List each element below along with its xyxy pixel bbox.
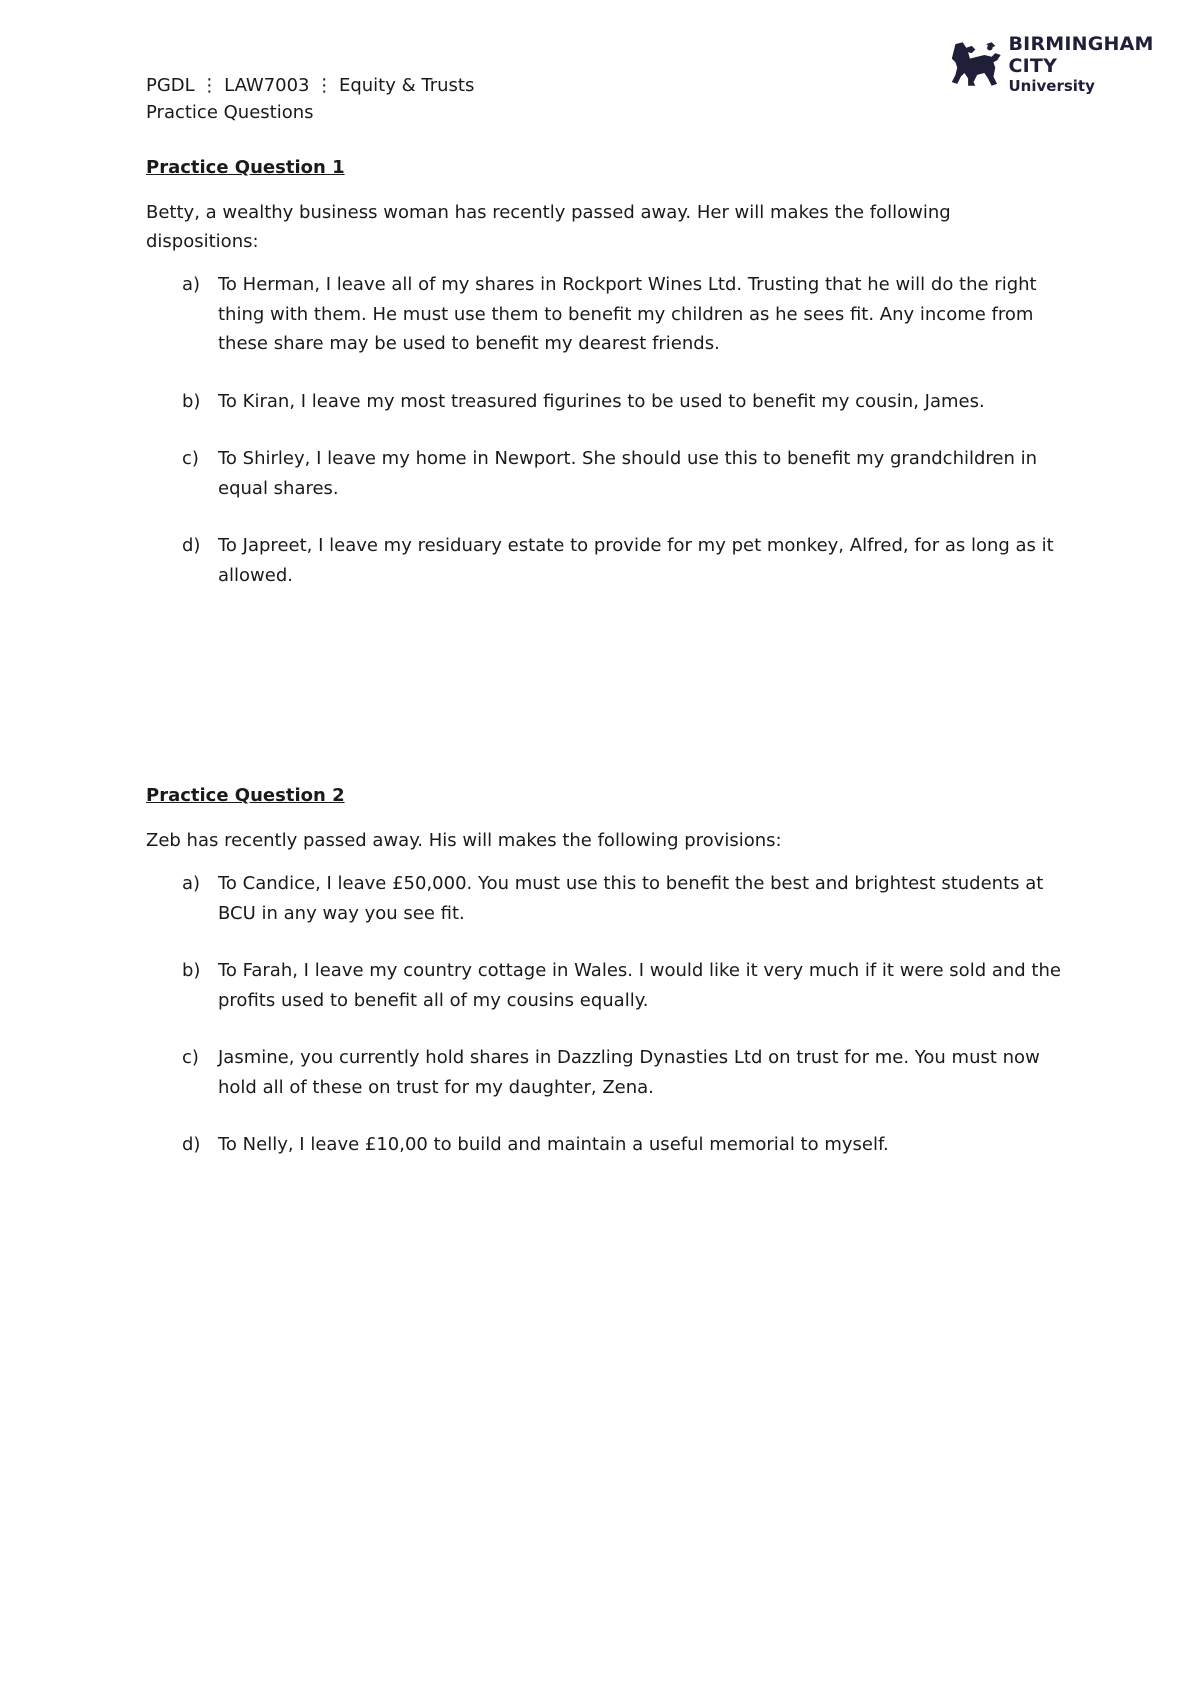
list-marker: c) (182, 448, 199, 469)
practice-question-1 (146, 156, 1066, 618)
list-marker: c) (182, 1047, 199, 1068)
list-marker: d) (182, 535, 201, 556)
list-item-text: To Shirley, I leave my home in Newport. She should use this to benefit my grandchildren in equal shares. (218, 448, 1038, 499)
list-marker: b) (182, 390, 201, 412)
list-item (146, 444, 1066, 503)
question-title: Practice Question 1 (146, 157, 345, 178)
logo-wordmark (1009, 33, 1191, 95)
disposition-list (146, 270, 1066, 590)
provision-list (146, 869, 1066, 1160)
lion-crest-icon (950, 38, 1003, 90)
list-item (146, 869, 1066, 928)
list-item (146, 531, 1066, 590)
document-subtitle: Practice Questions (146, 102, 314, 123)
list-item-text: To Nelly, I leave £10,00 to build and maintain a useful memorial to myself. (218, 1134, 889, 1155)
question-intro: Betty, a wealthy business woman has recently passed away. Her will makes the following dispositions: (146, 202, 951, 252)
list-item (146, 270, 1066, 359)
logo-subname: University (1008, 77, 1095, 95)
list-item (146, 956, 1066, 1015)
question-title: Practice Question 2 (146, 785, 345, 806)
list-item-text: To Japreet, I leave my residuary estate to provide for my pet monkey, Alfred, for as long as it allowed. (218, 535, 1054, 586)
list-item-text: Jasmine, you currently hold shares in Dazzling Dynasties Ltd on trust for me. You must now hold all of these on trust for my daughter, Zena. (218, 1047, 1040, 1098)
list-item-text: To Farah, I leave my country cottage in Wales. I would like it very much if it were sold and the profits used to benefit all of my cousins equally. (218, 960, 1061, 1011)
list-item (146, 387, 1066, 417)
list-marker: b) (182, 960, 201, 981)
logo-name: BIRMINGHAM CITY (1008, 33, 1154, 77)
list-item-text: To Herman, I leave all of my shares in Rockport Wines Ltd. Trusting that he will do the right thing with them. He must use them to benefit my children as he sees fit. Any income from these share may be used to benefit my dearest friends. (218, 274, 1037, 354)
list-marker: a) (182, 274, 201, 295)
list-item-text: To Candice, I leave £50,000. You must use this to benefit the best and brightest students at BCU in any way you see fit. (218, 873, 1044, 924)
list-marker: a) (182, 873, 201, 894)
list-item-text: To Kiran, I leave my most treasured figurines to be used to benefit my cousin, James. (218, 390, 985, 412)
list-marker: d) (182, 1134, 201, 1155)
practice-question-2 (146, 784, 1066, 1188)
course-code-line: PGDL ⋮ LAW7003 ⋮ Equity & Trusts (146, 75, 475, 96)
document-header (146, 72, 474, 126)
question-intro: Zeb has recently passed away. His will makes the following provisions: (146, 830, 782, 851)
list-item (146, 1043, 1066, 1102)
list-item (146, 1130, 1066, 1160)
university-logo (950, 33, 1190, 95)
